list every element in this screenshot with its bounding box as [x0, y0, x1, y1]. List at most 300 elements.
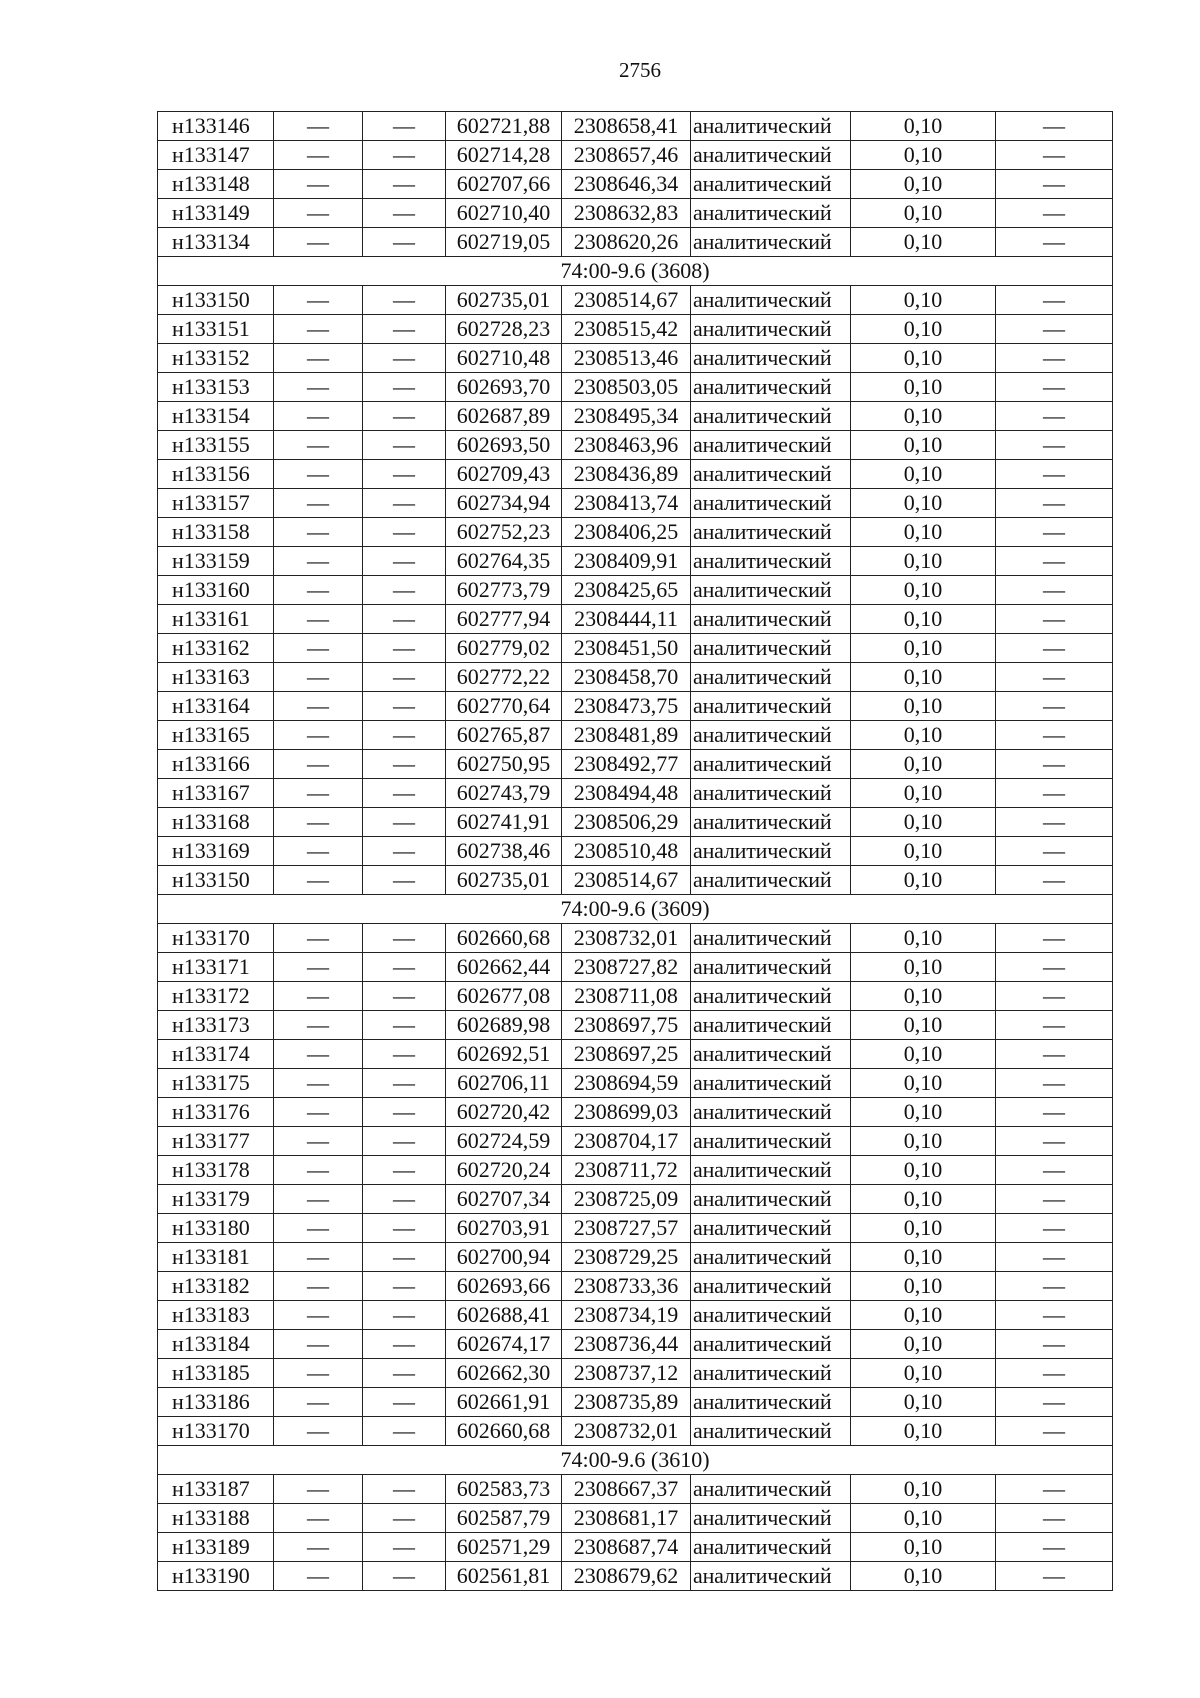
section-header-row: [158, 895, 1113, 924]
point-id-cell: н133149: [158, 199, 274, 228]
accuracy-cell: 0,10: [851, 112, 996, 141]
description-cell: —: [996, 141, 1113, 170]
table-row: [158, 1040, 1113, 1069]
point-id-cell: н133155: [158, 431, 274, 460]
description-cell: —: [996, 1359, 1113, 1388]
description-cell: —: [996, 1417, 1113, 1446]
y-coordinate-cell: 2308514,67: [562, 866, 691, 895]
method-cell: аналитический: [691, 953, 851, 982]
section-title: 74:00-9.6 (3609): [158, 895, 1113, 924]
method-cell: аналитический: [691, 1127, 851, 1156]
table-row: [158, 460, 1113, 489]
method-cell: аналитический: [691, 170, 851, 199]
point-id-cell: н133165: [158, 721, 274, 750]
description-cell: —: [996, 750, 1113, 779]
method-cell: аналитический: [691, 924, 851, 953]
y-coordinate-cell: 2308679,62: [562, 1562, 691, 1591]
accuracy-cell: 0,10: [851, 286, 996, 315]
description-cell: —: [996, 692, 1113, 721]
x-coordinate-cell: 602779,02: [446, 634, 562, 663]
accuracy-cell: 0,10: [851, 1272, 996, 1301]
table-row: [158, 576, 1113, 605]
table-row: [158, 1475, 1113, 1504]
description-cell: —: [996, 1185, 1113, 1214]
empty-x-cell: —: [274, 1533, 363, 1562]
point-id-cell: н133167: [158, 779, 274, 808]
x-coordinate-cell: 602703,91: [446, 1214, 562, 1243]
method-cell: аналитический: [691, 605, 851, 634]
empty-y-cell: —: [363, 866, 446, 895]
table-row: [158, 1533, 1113, 1562]
accuracy-cell: 0,10: [851, 953, 996, 982]
empty-x-cell: —: [274, 924, 363, 953]
method-cell: аналитический: [691, 518, 851, 547]
x-coordinate-cell: 602662,44: [446, 953, 562, 982]
empty-y-cell: —: [363, 663, 446, 692]
accuracy-cell: 0,10: [851, 228, 996, 257]
empty-x-cell: —: [274, 1127, 363, 1156]
x-coordinate-cell: 602741,91: [446, 808, 562, 837]
point-id-cell: н133173: [158, 1011, 274, 1040]
empty-y-cell: —: [363, 1214, 446, 1243]
description-cell: —: [996, 1069, 1113, 1098]
description-cell: —: [996, 1562, 1113, 1591]
description-cell: —: [996, 489, 1113, 518]
y-coordinate-cell: 2308737,12: [562, 1359, 691, 1388]
method-cell: аналитический: [691, 489, 851, 518]
empty-y-cell: —: [363, 489, 446, 518]
accuracy-cell: 0,10: [851, 1069, 996, 1098]
empty-y-cell: —: [363, 373, 446, 402]
description-cell: —: [996, 1504, 1113, 1533]
y-coordinate-cell: 2308729,25: [562, 1243, 691, 1272]
empty-y-cell: —: [363, 1330, 446, 1359]
description-cell: —: [996, 460, 1113, 489]
description-cell: —: [996, 1127, 1113, 1156]
y-coordinate-cell: 2308515,42: [562, 315, 691, 344]
accuracy-cell: 0,10: [851, 721, 996, 750]
point-id-cell: н133177: [158, 1127, 274, 1156]
table-body: [158, 112, 1113, 1591]
x-coordinate-cell: 602765,87: [446, 721, 562, 750]
empty-x-cell: —: [274, 1011, 363, 1040]
x-coordinate-cell: 602735,01: [446, 286, 562, 315]
description-cell: —: [996, 1243, 1113, 1272]
accuracy-cell: 0,10: [851, 431, 996, 460]
description-cell: —: [996, 1156, 1113, 1185]
method-cell: аналитический: [691, 692, 851, 721]
table-row: [158, 808, 1113, 837]
method-cell: аналитический: [691, 721, 851, 750]
empty-x-cell: —: [274, 953, 363, 982]
empty-x-cell: —: [274, 663, 363, 692]
x-coordinate-cell: 602693,50: [446, 431, 562, 460]
point-id-cell: н133185: [158, 1359, 274, 1388]
empty-x-cell: —: [274, 1272, 363, 1301]
y-coordinate-cell: 2308704,17: [562, 1127, 691, 1156]
x-coordinate-cell: 602772,22: [446, 663, 562, 692]
empty-x-cell: —: [274, 750, 363, 779]
accuracy-cell: 0,10: [851, 1156, 996, 1185]
empty-x-cell: —: [274, 1040, 363, 1069]
x-coordinate-cell: 602709,43: [446, 460, 562, 489]
table-row: [158, 953, 1113, 982]
method-cell: аналитический: [691, 141, 851, 170]
point-id-cell: н133152: [158, 344, 274, 373]
y-coordinate-cell: 2308697,25: [562, 1040, 691, 1069]
method-cell: аналитический: [691, 373, 851, 402]
description-cell: —: [996, 286, 1113, 315]
description-cell: —: [996, 170, 1113, 199]
empty-y-cell: —: [363, 1011, 446, 1040]
x-coordinate-cell: 602688,41: [446, 1301, 562, 1330]
table-row: [158, 721, 1113, 750]
y-coordinate-cell: 2308727,57: [562, 1214, 691, 1243]
point-id-cell: н133189: [158, 1533, 274, 1562]
empty-y-cell: —: [363, 518, 446, 547]
accuracy-cell: 0,10: [851, 924, 996, 953]
empty-x-cell: —: [274, 1156, 363, 1185]
empty-y-cell: —: [363, 460, 446, 489]
table-row: [158, 170, 1113, 199]
empty-x-cell: —: [274, 837, 363, 866]
empty-y-cell: —: [363, 1127, 446, 1156]
y-coordinate-cell: 2308481,89: [562, 721, 691, 750]
x-coordinate-cell: 602773,79: [446, 576, 562, 605]
table-row: [158, 547, 1113, 576]
y-coordinate-cell: 2308667,37: [562, 1475, 691, 1504]
x-coordinate-cell: 602770,64: [446, 692, 562, 721]
x-coordinate-cell: 602714,28: [446, 141, 562, 170]
x-coordinate-cell: 602728,23: [446, 315, 562, 344]
x-coordinate-cell: 602660,68: [446, 924, 562, 953]
empty-y-cell: —: [363, 924, 446, 953]
method-cell: аналитический: [691, 634, 851, 663]
x-coordinate-cell: 602583,73: [446, 1475, 562, 1504]
y-coordinate-cell: 2308413,74: [562, 489, 691, 518]
method-cell: аналитический: [691, 779, 851, 808]
x-coordinate-cell: 602660,68: [446, 1417, 562, 1446]
table-row: [158, 286, 1113, 315]
table-row: [158, 228, 1113, 257]
table-row: [158, 1243, 1113, 1272]
y-coordinate-cell: 2308506,29: [562, 808, 691, 837]
method-cell: аналитический: [691, 286, 851, 315]
empty-y-cell: —: [363, 692, 446, 721]
y-coordinate-cell: 2308451,50: [562, 634, 691, 663]
accuracy-cell: 0,10: [851, 199, 996, 228]
accuracy-cell: 0,10: [851, 663, 996, 692]
y-coordinate-cell: 2308687,74: [562, 1533, 691, 1562]
y-coordinate-cell: 2308734,19: [562, 1301, 691, 1330]
empty-y-cell: —: [363, 547, 446, 576]
empty-y-cell: —: [363, 1475, 446, 1504]
empty-x-cell: —: [274, 634, 363, 663]
empty-x-cell: —: [274, 866, 363, 895]
empty-x-cell: —: [274, 721, 363, 750]
empty-y-cell: —: [363, 344, 446, 373]
method-cell: аналитический: [691, 112, 851, 141]
empty-y-cell: —: [363, 1562, 446, 1591]
table-row: [158, 1098, 1113, 1127]
point-id-cell: н133182: [158, 1272, 274, 1301]
accuracy-cell: 0,10: [851, 1359, 996, 1388]
y-coordinate-cell: 2308732,01: [562, 1417, 691, 1446]
empty-x-cell: —: [274, 1185, 363, 1214]
method-cell: аналитический: [691, 750, 851, 779]
method-cell: аналитический: [691, 1359, 851, 1388]
point-id-cell: н133170: [158, 924, 274, 953]
method-cell: аналитический: [691, 982, 851, 1011]
x-coordinate-cell: 602687,89: [446, 402, 562, 431]
accuracy-cell: 0,10: [851, 866, 996, 895]
accuracy-cell: 0,10: [851, 344, 996, 373]
table-row: [158, 518, 1113, 547]
x-coordinate-cell: 602743,79: [446, 779, 562, 808]
method-cell: аналитический: [691, 1243, 851, 1272]
empty-x-cell: —: [274, 373, 363, 402]
empty-y-cell: —: [363, 1417, 446, 1446]
description-cell: —: [996, 721, 1113, 750]
accuracy-cell: 0,10: [851, 1533, 996, 1562]
empty-y-cell: —: [363, 576, 446, 605]
y-coordinate-cell: 2308735,89: [562, 1388, 691, 1417]
empty-y-cell: —: [363, 402, 446, 431]
point-id-cell: н133178: [158, 1156, 274, 1185]
x-coordinate-cell: 602674,17: [446, 1330, 562, 1359]
point-id-cell: н133163: [158, 663, 274, 692]
y-coordinate-cell: 2308503,05: [562, 373, 691, 402]
empty-x-cell: —: [274, 1359, 363, 1388]
empty-y-cell: —: [363, 112, 446, 141]
point-id-cell: н133148: [158, 170, 274, 199]
point-id-cell: н133161: [158, 605, 274, 634]
description-cell: —: [996, 518, 1113, 547]
accuracy-cell: 0,10: [851, 576, 996, 605]
table-row: [158, 1504, 1113, 1533]
table-row: [158, 779, 1113, 808]
accuracy-cell: 0,10: [851, 1475, 996, 1504]
table-row: [158, 1359, 1113, 1388]
empty-x-cell: —: [274, 576, 363, 605]
x-coordinate-cell: 602752,23: [446, 518, 562, 547]
x-coordinate-cell: 602734,94: [446, 489, 562, 518]
method-cell: аналитический: [691, 1011, 851, 1040]
description-cell: —: [996, 837, 1113, 866]
method-cell: аналитический: [691, 199, 851, 228]
empty-y-cell: —: [363, 1504, 446, 1533]
point-id-cell: н133150: [158, 866, 274, 895]
description-cell: —: [996, 547, 1113, 576]
x-coordinate-cell: 602571,29: [446, 1533, 562, 1562]
empty-y-cell: —: [363, 808, 446, 837]
table-row: [158, 1156, 1113, 1185]
description-cell: —: [996, 953, 1113, 982]
accuracy-cell: 0,10: [851, 692, 996, 721]
table-row: [158, 605, 1113, 634]
y-coordinate-cell: 2308458,70: [562, 663, 691, 692]
empty-y-cell: —: [363, 953, 446, 982]
empty-x-cell: —: [274, 1214, 363, 1243]
point-id-cell: н133158: [158, 518, 274, 547]
empty-x-cell: —: [274, 1475, 363, 1504]
point-id-cell: н133147: [158, 141, 274, 170]
empty-y-cell: —: [363, 1243, 446, 1272]
table-row: [158, 1272, 1113, 1301]
point-id-cell: н133171: [158, 953, 274, 982]
description-cell: —: [996, 199, 1113, 228]
accuracy-cell: 0,10: [851, 1243, 996, 1272]
point-id-cell: н133151: [158, 315, 274, 344]
point-id-cell: н133134: [158, 228, 274, 257]
table-row: [158, 982, 1113, 1011]
page-number: 2756: [619, 58, 661, 82]
method-cell: аналитический: [691, 1185, 851, 1214]
table-row: [158, 837, 1113, 866]
empty-x-cell: —: [274, 547, 363, 576]
description-cell: —: [996, 808, 1113, 837]
description-cell: —: [996, 605, 1113, 634]
description-cell: —: [996, 924, 1113, 953]
method-cell: аналитический: [691, 547, 851, 576]
empty-x-cell: —: [274, 1098, 363, 1127]
y-coordinate-cell: 2308694,59: [562, 1069, 691, 1098]
y-coordinate-cell: 2308436,89: [562, 460, 691, 489]
y-coordinate-cell: 2308514,67: [562, 286, 691, 315]
method-cell: аналитический: [691, 402, 851, 431]
y-coordinate-cell: 2308658,41: [562, 112, 691, 141]
empty-x-cell: —: [274, 982, 363, 1011]
table-row: [158, 344, 1113, 373]
x-coordinate-cell: 602677,08: [446, 982, 562, 1011]
accuracy-cell: 0,10: [851, 170, 996, 199]
empty-y-cell: —: [363, 170, 446, 199]
x-coordinate-cell: 602661,91: [446, 1388, 562, 1417]
point-id-cell: н133187: [158, 1475, 274, 1504]
point-id-cell: н133146: [158, 112, 274, 141]
method-cell: аналитический: [691, 1475, 851, 1504]
accuracy-cell: 0,10: [851, 315, 996, 344]
method-cell: аналитический: [691, 663, 851, 692]
accuracy-cell: 0,10: [851, 373, 996, 402]
table-row: [158, 634, 1113, 663]
table-row: [158, 692, 1113, 721]
accuracy-cell: 0,10: [851, 402, 996, 431]
empty-x-cell: —: [274, 460, 363, 489]
y-coordinate-cell: 2308492,77: [562, 750, 691, 779]
point-id-cell: н133186: [158, 1388, 274, 1417]
table-row: [158, 1069, 1113, 1098]
y-coordinate-cell: 2308510,48: [562, 837, 691, 866]
x-coordinate-cell: 602719,05: [446, 228, 562, 257]
empty-x-cell: —: [274, 286, 363, 315]
empty-y-cell: —: [363, 634, 446, 663]
x-coordinate-cell: 602710,48: [446, 344, 562, 373]
table-row: [158, 924, 1113, 953]
empty-x-cell: —: [274, 1330, 363, 1359]
method-cell: аналитический: [691, 344, 851, 373]
accuracy-cell: 0,10: [851, 779, 996, 808]
empty-x-cell: —: [274, 344, 363, 373]
empty-x-cell: —: [274, 1243, 363, 1272]
description-cell: —: [996, 1040, 1113, 1069]
y-coordinate-cell: 2308681,17: [562, 1504, 691, 1533]
accuracy-cell: 0,10: [851, 1098, 996, 1127]
x-coordinate-cell: 602587,79: [446, 1504, 562, 1533]
empty-y-cell: —: [363, 1185, 446, 1214]
accuracy-cell: 0,10: [851, 1040, 996, 1069]
y-coordinate-cell: 2308732,01: [562, 924, 691, 953]
table-row: [158, 112, 1113, 141]
empty-y-cell: —: [363, 1040, 446, 1069]
y-coordinate-cell: 2308725,09: [562, 1185, 691, 1214]
table-row: [158, 866, 1113, 895]
empty-x-cell: —: [274, 431, 363, 460]
method-cell: аналитический: [691, 1214, 851, 1243]
description-cell: —: [996, 576, 1113, 605]
table-row: [158, 1388, 1113, 1417]
accuracy-cell: 0,10: [851, 837, 996, 866]
method-cell: аналитический: [691, 1417, 851, 1446]
point-id-cell: н133190: [158, 1562, 274, 1591]
y-coordinate-cell: 2308495,34: [562, 402, 691, 431]
accuracy-cell: 0,10: [851, 489, 996, 518]
empty-y-cell: —: [363, 141, 446, 170]
method-cell: аналитический: [691, 1301, 851, 1330]
empty-x-cell: —: [274, 808, 363, 837]
method-cell: аналитический: [691, 576, 851, 605]
table-row: [158, 1330, 1113, 1359]
accuracy-cell: 0,10: [851, 1214, 996, 1243]
accuracy-cell: 0,10: [851, 518, 996, 547]
point-id-cell: н133176: [158, 1098, 274, 1127]
table-row: [158, 1011, 1113, 1040]
empty-y-cell: —: [363, 837, 446, 866]
method-cell: аналитический: [691, 315, 851, 344]
table-row: [158, 315, 1113, 344]
accuracy-cell: 0,10: [851, 547, 996, 576]
empty-x-cell: —: [274, 518, 363, 547]
x-coordinate-cell: 602764,35: [446, 547, 562, 576]
description-cell: —: [996, 1475, 1113, 1504]
method-cell: аналитический: [691, 1098, 851, 1127]
description-cell: —: [996, 315, 1113, 344]
point-id-cell: н133175: [158, 1069, 274, 1098]
empty-y-cell: —: [363, 1156, 446, 1185]
point-id-cell: н133157: [158, 489, 274, 518]
accuracy-cell: 0,10: [851, 634, 996, 663]
empty-x-cell: —: [274, 1388, 363, 1417]
x-coordinate-cell: 602689,98: [446, 1011, 562, 1040]
y-coordinate-cell: 2308736,44: [562, 1330, 691, 1359]
empty-y-cell: —: [363, 1359, 446, 1388]
point-id-cell: н133156: [158, 460, 274, 489]
coordinates-table: [157, 111, 1113, 1591]
y-coordinate-cell: 2308406,25: [562, 518, 691, 547]
description-cell: —: [996, 663, 1113, 692]
description-cell: —: [996, 1301, 1113, 1330]
method-cell: аналитический: [691, 1330, 851, 1359]
point-id-cell: н133179: [158, 1185, 274, 1214]
x-coordinate-cell: 602706,11: [446, 1069, 562, 1098]
method-cell: аналитический: [691, 808, 851, 837]
point-id-cell: н133159: [158, 547, 274, 576]
empty-x-cell: —: [274, 141, 363, 170]
empty-x-cell: —: [274, 1301, 363, 1330]
point-id-cell: н133169: [158, 837, 274, 866]
section-header-row: [158, 1446, 1113, 1475]
accuracy-cell: 0,10: [851, 1301, 996, 1330]
